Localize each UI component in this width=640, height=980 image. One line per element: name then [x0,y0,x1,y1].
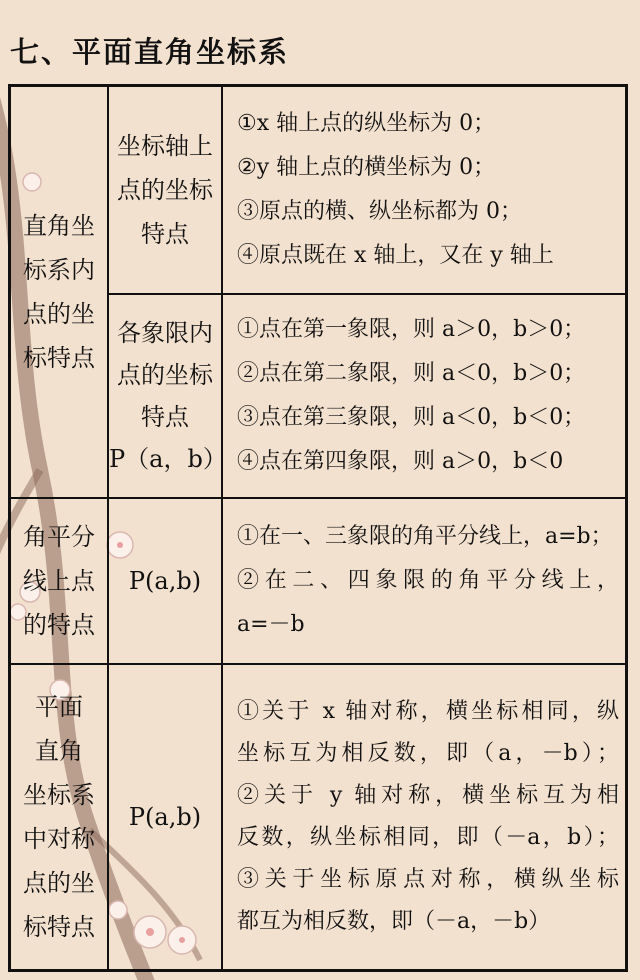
table-row [10,86,627,295]
subtitle-line: 点的坐标 [117,361,213,390]
category-line: 坐标系 [23,781,95,810]
category-cell [10,664,109,970]
content-line: a=－b [237,612,305,638]
subtitle-cell [108,294,227,498]
category-line: 平面 [35,693,83,722]
category-line: 标特点 [23,343,95,372]
subtitle-line: 特点 [141,403,189,432]
subtitle-line: 坐标轴上 [117,132,213,161]
content-line: ④点在第四象限，则 a＞0，b＜0 [237,449,564,475]
category-line: 标特点 [23,913,95,942]
subtitle-cell [108,664,222,970]
coordinate-properties-table [8,84,628,972]
content-line: ②在二、四象限的角平分线上， [237,568,619,594]
category-line: 标系内 [23,255,95,284]
subtitle-cell [108,86,222,295]
content-line: ①关于 x 轴对称，横坐标相同，纵 [237,699,619,725]
content-line: ②y 轴上点的横坐标为 0； [237,155,496,181]
category-line: 角平分 [23,523,95,552]
category-line: 点的坐 [23,299,95,328]
category-line: 的特点 [23,611,95,640]
content-line: ②关于 y 轴对称，横坐标互为相 [237,783,619,809]
category-line: 点的坐 [23,869,95,898]
category-line: 线上点 [23,567,95,596]
subtitle-line: P(a,b) [128,567,202,596]
subtitle-cell [108,498,222,665]
content-line: 反数，纵坐标相同，即（－a，b）； [237,825,619,851]
table-row [10,664,627,970]
category-line: 直角坐 [23,211,95,240]
content-cell [222,498,627,665]
subtitle-line: 各象限内 [117,319,213,348]
content-line: 坐标互为相反数，即（a，－b）； [237,741,619,767]
content-line: ④原点既在 x 轴上，又在 y 轴上 [237,243,554,269]
content-line: ③点在第三象限，则 a＜0，b＜0； [237,405,586,431]
page-title: 七、平面直角坐标系 [10,35,290,69]
content-line: ③关于坐标原点对称，横纵坐标 [237,867,619,893]
content-line: ①在一、三象限的角平分线上，a=b； [237,524,613,550]
category-cell [10,498,109,665]
subtitle-line: P(a,b) [128,803,202,832]
content-cell [222,664,627,970]
category-line: 中对称 [23,825,95,854]
subtitle-line: 特点 [141,220,189,249]
category-line: 直角 [35,737,83,766]
content-cell [222,86,627,295]
category-cell [10,86,109,498]
content-line: 都互为相反数，即（－a，－b） [237,909,551,935]
content-line: ③原点的横、纵坐标都为 0； [237,199,522,225]
content-cell [222,294,627,498]
subtitle-line: 点的坐标 [117,176,213,205]
content-line: ①x 轴上点的纵坐标为 0； [237,111,496,137]
content-line: ①点在第一象限，则 a＞0，b＞0； [237,317,586,343]
subtitle-line: P（a，b） [109,445,227,474]
table-row [10,498,627,665]
content-line: ②点在第二象限，则 a＜0，b＞0； [237,361,586,387]
